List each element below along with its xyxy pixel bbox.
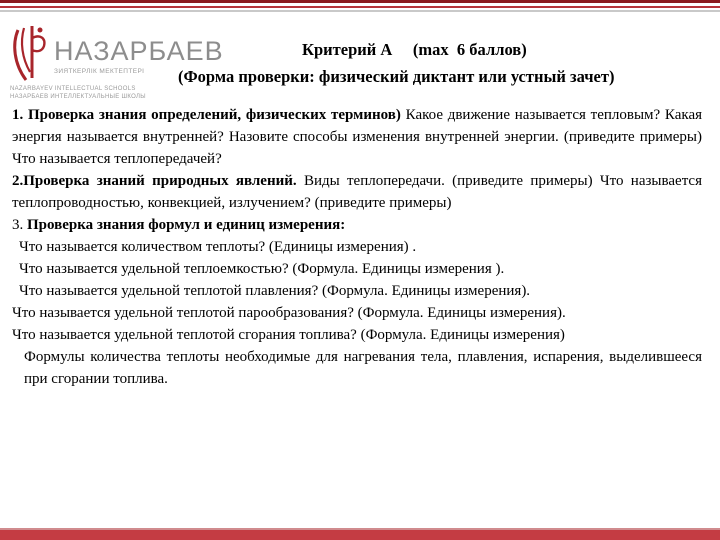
bottom-decorative-stripe xyxy=(0,528,720,540)
section-1-heading: 1. Проверка знания определений, физических терминов) xyxy=(12,107,401,123)
logo-subtitle-kz: ЗИЯТКЕРЛІК МЕКТЕПТЕРІ xyxy=(54,68,145,75)
section-3 xyxy=(12,214,702,236)
section-1-text: Какое движение называется тепловым? Какая энергия называется внутренней? Назовите способы изменения внутренней энергии. (приведите примеры) Что называется теплопередачей? xyxy=(12,107,702,167)
question-fusion-heat: Что называется удельной теплотой плавления? (Формула. Единицы измерения). xyxy=(19,283,531,299)
school-emblem-icon xyxy=(10,24,52,86)
question-vaporization-heat: Что называется удельной теплотой парообразования? (Формула. Единицы измерения). xyxy=(12,305,566,321)
question-combustion-heat: Что называется удельной теплотой сгорания топлива? (Формула. Единицы измерения) xyxy=(12,327,565,343)
section-2 xyxy=(12,170,702,214)
section-1 xyxy=(12,104,702,170)
section-3-heading: Проверка знания формул и единиц измерения: xyxy=(27,217,346,233)
document-body xyxy=(12,104,702,390)
question-specific-heat: Что называется удельной теплоемкостью? (Формула. Единицы измерения ). xyxy=(19,261,505,277)
form-subtitle: (Форма проверки: физический диктант или устный зачет) xyxy=(178,67,615,86)
question-heat-quantity: Что называется количеством теплоты? (Единицы измерения) . xyxy=(19,239,417,255)
criterion-title: Критерий А (max 6 баллов) xyxy=(302,40,527,59)
section-3-number: 3. xyxy=(12,217,27,233)
logo-subtitle-ru: НАЗАРБАЕВ ИНТЕЛЛЕКТУАЛЬНЫЕ ШКОЛЫ xyxy=(10,94,146,100)
logo-name: НАЗАРБАЕВ xyxy=(54,36,224,66)
formulas-note: Формулы количества теплоты необходимые для нагревания тела, плавления, испарения, выделившееся при сгорании топлива. xyxy=(24,349,702,387)
top-decorative-stripe xyxy=(0,0,720,16)
school-logo xyxy=(10,24,224,108)
logo-subtitle-en: NAZARBAYEV INTELLECTUAL SCHOOLS xyxy=(10,86,136,92)
section-2-heading: 2.Проверка знаний природных явлений. xyxy=(12,173,297,189)
section-2-text: Виды теплопередачи. (приведите примеры) Что называется теплопроводностью, конвекцией, излучением? (приведите примеры) xyxy=(12,173,702,211)
